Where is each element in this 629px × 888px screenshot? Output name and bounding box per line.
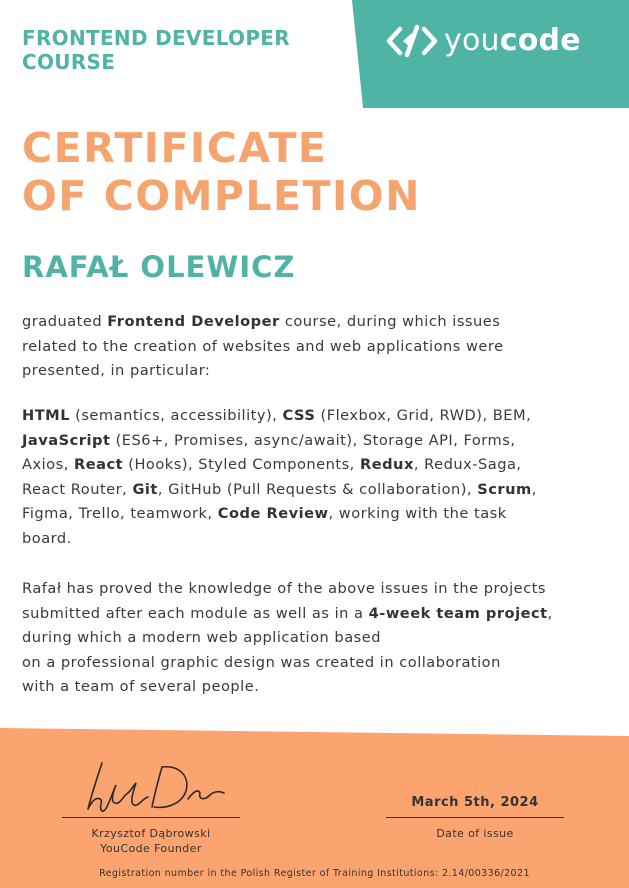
title-line-2: OF COMPLETION — [22, 172, 421, 220]
skills-list — [22, 404, 622, 552]
title-line-1: CERTIFICATE — [22, 124, 328, 172]
skills-line: React Router, Git, GitHub (Pull Requests & collaboration), Scrum, — [22, 480, 537, 498]
signature — [62, 755, 242, 817]
code-brackets-icon — [386, 24, 438, 58]
youcode-logo — [386, 23, 581, 58]
recipient-name: RAFAŁ OLEWICZ — [22, 250, 296, 284]
course-line-2: COURSE — [22, 50, 116, 74]
skills-line: Axios, React (Hooks), Styled Components, Redux, Redux-Saga, — [22, 456, 522, 474]
signer-info — [62, 826, 240, 856]
skills-line: JavaScript (ES6+, Promises, async/await), Storage API, Forms, — [22, 431, 516, 449]
achievement-line: during which a modern web application based — [22, 629, 381, 647]
logo-text-bold: code — [499, 23, 581, 58]
course-title — [22, 26, 290, 74]
desc-line: graduated Frontend Developer course, during which issues — [22, 313, 501, 330]
achievement-description — [22, 577, 622, 700]
logo-text-light: you — [444, 23, 500, 58]
course-description — [22, 310, 622, 384]
date-label: Date of issue — [436, 827, 514, 840]
issue-date: March 5th, 2024 — [411, 795, 539, 810]
achievement-line: with a team of several people. — [22, 678, 260, 696]
desc-line: related to the creation of websites and web applications were — [22, 337, 504, 355]
skills-line: Figma, Trello, teamwork, Code Review, working with the task — [22, 505, 507, 523]
date-line — [386, 817, 564, 818]
signature-graphic — [62, 755, 242, 817]
achievement-line: Rafał has proved the knowledge of the above issues in the projects — [22, 580, 546, 597]
achievement-line: on a professional graphic design was created in collaboration — [22, 653, 501, 671]
logo-wordmark — [444, 23, 581, 58]
certificate-title — [22, 124, 421, 220]
desc-line: presented, in particular: — [22, 362, 211, 380]
course-line-1: FRONTEND DEVELOPER — [22, 26, 290, 50]
signer-name: Krzysztof Dąbrowski — [91, 827, 211, 840]
registration-number: Registration number in the Polish Register of Training Institutions: 2.14/00336/2021 — [99, 868, 530, 879]
signature-line — [62, 817, 240, 818]
skills-line: board. — [22, 529, 72, 547]
signer-role: YouCode Founder — [100, 842, 202, 855]
skills-line: HTML (semantics, accessibility), CSS (Flexbox, Grid, RWD), BEM, — [22, 407, 532, 424]
achievement-line: submitted after each module as well as in a 4-week team project, — [22, 604, 553, 622]
